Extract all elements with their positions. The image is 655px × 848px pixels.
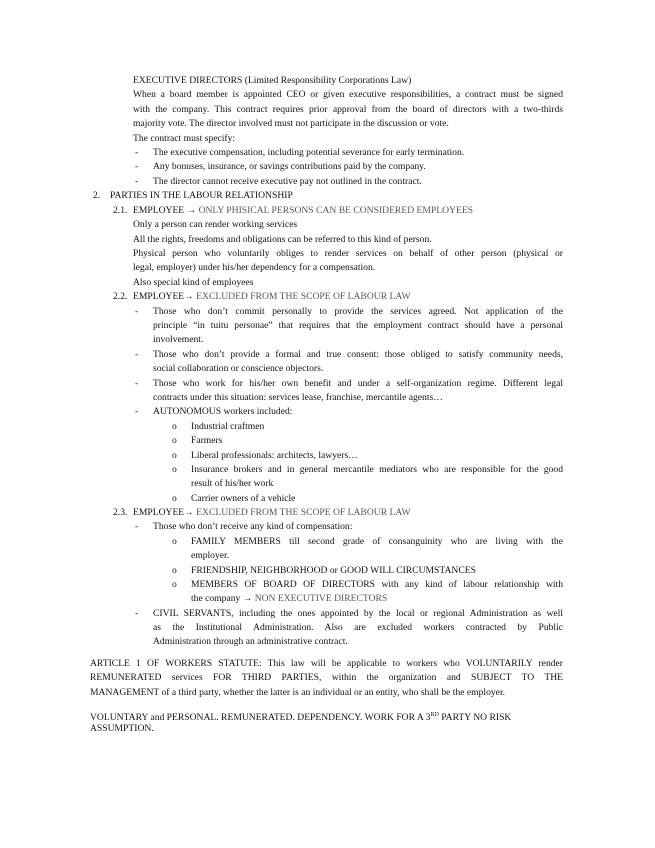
subsection-number: 2.2. [113, 291, 128, 302]
sub-list-item-with-arrow [191, 592, 387, 606]
summary-line: ASSUMPTION. [90, 723, 154, 734]
sub-list-item: result of his/her work [191, 478, 274, 489]
bullet-dash: - [135, 521, 139, 532]
bullet-circle: o [172, 450, 177, 461]
list-item-line: Those who don’t receive any kind of compensation: [153, 521, 353, 532]
sub-list-item: Liberal professionals: architects, lawyers… [191, 450, 358, 461]
sub-list-item: Carrier owners of a vehicle [191, 493, 296, 504]
paragraph-line: All the rights, freedoms and obligations can be referred to this kind of person. [133, 234, 432, 245]
exec-paragraph-line: When a board member is appointed CEO or given executive responsibilities, a contract must be signed [133, 89, 563, 100]
bullet-circle: o [172, 464, 177, 475]
article-paragraph-line: MANAGEMENT of a third party, whether the latter is an individual or an entity, who shall be the employer. [90, 687, 506, 698]
arrow-icon: → [184, 507, 194, 518]
subsection-number: 2.3. [113, 507, 128, 518]
list-item: Any bonuses, insurance, or savings contributions paid by the company. [153, 161, 426, 172]
sub-list-item: FAMILY MEMBERS till second grade of consanguinity who are living with the [191, 536, 563, 547]
heading-lead: EMPLOYEE [133, 205, 185, 216]
bullet-dash: - [135, 406, 139, 417]
bullet-circle: o [172, 421, 177, 432]
list-item-line: Those who don’t provide a formal and true consent: those obliged to satisfy community needs, [153, 349, 563, 360]
section-title: PARTIES IN THE LABOUR RELATIONSHIP [110, 190, 293, 201]
sub-list-item: Farmers [191, 435, 223, 446]
list-item-line: Administration through an administrative contract. [153, 636, 348, 647]
sub-list-note: NON EXECUTIVE DIRECTORS [254, 593, 388, 604]
list-item-line: principle “in tuitu personae” that requires that the employment contract should have a personal [153, 320, 563, 331]
bullet-circle: o [172, 565, 177, 576]
heading-lead: EMPLOYEE [133, 507, 185, 518]
article-paragraph-line: REMUNERATED services FOR THIRD PARTIES, within the organization and SUBJECT TO THE [90, 672, 563, 683]
section-number: 2. [93, 190, 101, 201]
paragraph-line: Physical person who voluntarily obliges to render services on behalf of other person (physical or [133, 248, 563, 259]
summary-text: VOLUNTARY and PERSONAL. REMUNERATED. DEPENDENCY. WORK FOR A 3 [90, 712, 431, 723]
exec-heading: EXECUTIVE DIRECTORS (Limited Responsibility Corporations Law) [133, 75, 412, 86]
exec-contract-lead: The contract must specify: [133, 133, 236, 144]
list-item-line: AUTONOMOUS workers included: [153, 406, 293, 417]
bullet-dash: - [135, 349, 139, 360]
bullet-dash: - [135, 147, 139, 158]
summary-text-end: PARTY NO RISK [438, 712, 512, 723]
exec-paragraph-line: majority vote. The director involved must not participate in the discussion or vote. [133, 118, 449, 129]
subsection-heading [133, 290, 411, 304]
list-item-line: contracts under this situation: services lease, franchise, mercantile agents… [153, 392, 443, 403]
sub-list-item: Industrial craftmen [191, 421, 265, 432]
heading-rest: ONLY PHISICAL PERSONS CAN BE CONSIDERED EMPLOYEES [198, 205, 474, 216]
sub-list-item: FRIENDSHIP, NEIGHBORHOOD or GOOD WILL CIRCUMSTANCES [191, 565, 476, 576]
heading-rest: EXCLUDED FROM THE SCOPE OF LABOUR LAW [196, 507, 411, 518]
arrow-icon: → [184, 291, 194, 302]
bullet-dash: - [135, 608, 139, 619]
list-item: The director cannot receive executive pay not outlined in the contract. [153, 176, 422, 187]
paragraph-line: legal, employer) under his/her dependency for a compensation. [133, 262, 376, 273]
list-item-line: CIVIL SERVANTS, including the ones appointed by the local or regional Administration as well [153, 608, 563, 619]
list-item-line: as the Institutional Administration. Also are excluded workers contracted by Public [153, 622, 563, 633]
sub-list-item: MEMBERS OF BOARD OF DIRECTORS with any kind of labour relationship with [191, 579, 563, 590]
list-item-line: Those who don’t commit personally to provide the services agreed. Not application of the [153, 306, 563, 317]
superscript: RD [430, 712, 439, 718]
exec-paragraph-line: with the company. This contract requires prior approval from the board of directors with a two-thirds [133, 104, 563, 115]
bullet-dash: - [135, 378, 139, 389]
sub-list-item: employer. [191, 550, 230, 561]
paragraph-line: Only a person can render working services [133, 219, 298, 230]
bullet-circle: o [172, 493, 177, 504]
list-item-line: Those who work for his/her own benefit and under a self-organization regime. Different legal [153, 378, 563, 389]
subsection-number: 2.1. [113, 205, 128, 216]
list-item-line: social collaboration or conscience objectors. [153, 363, 324, 374]
bullet-dash: - [135, 161, 139, 172]
article-paragraph-line: ARTICLE 1 OF WORKERS STATUTE: This law will be applicable to workers who VOLUNTARILY render [90, 658, 563, 669]
paragraph-line: Also special kind of employees [133, 277, 254, 288]
sub-list-text: the company [191, 593, 241, 604]
list-item-line: involvement. [153, 334, 204, 345]
bullet-circle: o [172, 579, 177, 590]
bullet-circle: o [172, 536, 177, 547]
bullet-dash: - [135, 176, 139, 187]
subsection-heading [133, 506, 411, 520]
heading-lead: EMPLOYEE [133, 291, 185, 302]
list-item: The executive compensation, including potential severance for early termination. [153, 147, 465, 158]
sub-list-item: Insurance brokers and in general mercantile mediators who are responsible for the good [191, 464, 563, 475]
arrow-icon: → [186, 205, 197, 216]
bullet-dash: - [135, 306, 139, 317]
bullet-circle: o [172, 435, 177, 446]
arrow-icon: → [242, 593, 253, 604]
heading-rest: EXCLUDED FROM THE SCOPE OF LABOUR LAW [196, 291, 411, 302]
subsection-heading [133, 204, 473, 218]
